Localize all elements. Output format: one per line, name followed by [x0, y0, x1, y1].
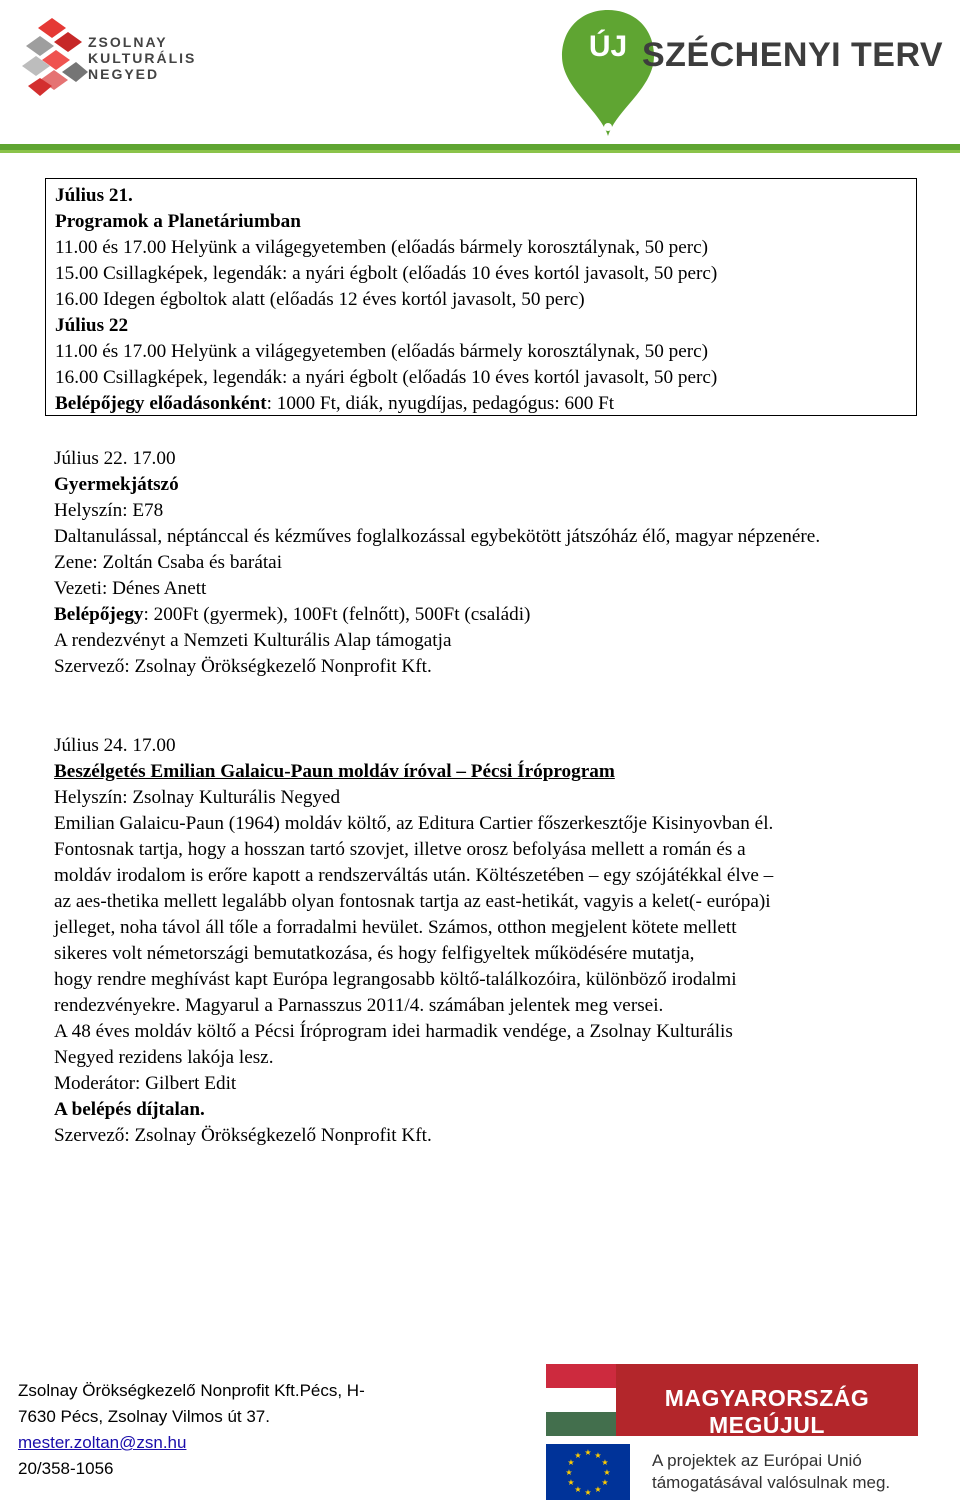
- svg-text:★: ★: [565, 1468, 573, 1477]
- event-galaicu-paun: [54, 733, 914, 1149]
- svg-text:★: ★: [567, 1478, 575, 1487]
- footer-address-line1: Zsolnay Örökségkezelő Nonprofit Kft.Pécs, H-: [18, 1381, 365, 1400]
- footer-address-line2: 7630 Pécs, Zsolnay Vilmos út 37.: [18, 1407, 270, 1426]
- planetarium-date2: Július 22: [55, 315, 129, 336]
- szechenyi-pin-text: ÚJ: [588, 30, 628, 63]
- event2-moderator: Moderátor: Gilbert Edit: [54, 1073, 237, 1094]
- event1-music: Zene: Zoltán Csaba és barátai: [54, 552, 283, 573]
- eu-support-line2: támogatásával valósulnak meg.: [652, 1473, 891, 1492]
- event1-description: Daltanulással, néptánccal és kézműves foglalkozással egybekötött játszóház élő, magyar népzenére.: [54, 526, 821, 547]
- event1-ticket-value: : 200Ft (gyermek), 100Ft (felnőtt), 500Ft (családi): [143, 604, 531, 625]
- event1-location: Helyszín: E78: [54, 500, 164, 521]
- szechenyi-title: SZÉCHENYI TERV: [642, 36, 944, 74]
- event1-title: Gyermekjátszó: [54, 474, 179, 495]
- eu-support-line1: A projektek az Európai Unió: [652, 1451, 862, 1470]
- event2-text-line: az aes-thetika mellett legalább olyan fontosnak tartja az east-hetikát, vagyis a kelet(- európa)i: [54, 891, 771, 912]
- footer-contact: [18, 1378, 365, 1482]
- eu-flag-icon: [546, 1444, 630, 1500]
- event2-text-line: rendezvényekre. Magyarul a Parnasszus 2011/4. számában jelentek meg versei.: [54, 995, 664, 1016]
- event2-organizer: Szervező: Zsolnay Örökségkezelő Nonprofit Kft.: [54, 1125, 432, 1146]
- svg-text:★: ★: [584, 1448, 592, 1457]
- svg-text:★: ★: [601, 1478, 609, 1487]
- planetarium-item: 16.00 Csillagképek, legendák: a nyári égbolt (előadás 10 éves kortól javasolt, 50 perc): [55, 367, 718, 388]
- planetarium-title: Programok a Planetáriumban: [55, 211, 301, 232]
- page-header: [0, 0, 960, 160]
- event1-organizer: Szervező: Zsolnay Örökségkezelő Nonprofit Kft.: [54, 656, 432, 677]
- event2-text-line: Negyed rezidens lakója lesz.: [54, 1047, 274, 1068]
- event1-date: Július 22. 17.00: [54, 448, 176, 469]
- footer-phone: 20/358-1056: [18, 1459, 114, 1478]
- event2-text-line: sikeres volt németországi bemutatkozása, és hogy felfigyeltek működésére mutatja,: [54, 943, 695, 964]
- svg-text:★: ★: [574, 1451, 582, 1460]
- zsolnay-logo-line1: ZSOLNAY: [88, 34, 168, 50]
- event1-ticket: [54, 602, 914, 628]
- planetarium-program-box: [45, 178, 917, 416]
- event1-support: A rendezvényt a Nemzeti Kulturális Alap támogatja: [54, 630, 452, 651]
- svg-text:★: ★: [603, 1468, 611, 1477]
- event2-free-entry: A belépés díjtalan.: [54, 1099, 205, 1120]
- event2-text-line: hogy rendre meghívást kapt Európa legrangosabb költő-találkozóira, különböző irodalmi: [54, 969, 737, 990]
- svg-text:★: ★: [594, 1485, 602, 1494]
- hungarian-flag-icon: [546, 1364, 616, 1436]
- event2-text-line: Emilian Galaicu-Paun (1964) moldáv költő, az Editura Cartier főszerkesztője Kisinyovban él.: [54, 813, 774, 834]
- planetarium-ticket: [55, 391, 916, 417]
- event2-text-line: jelleget, noha távol áll tőle a forradalmi hevület. Számos, otthon megjelent kötete mellett: [54, 917, 737, 938]
- event2-text-line: moldáv irodalom is erőre kapott a rendszerváltás után. Költészetében – egy szójátékkal élve –: [54, 865, 774, 886]
- svg-text:★: ★: [574, 1485, 582, 1494]
- event1-leader: Vezeti: Dénes Anett: [54, 578, 207, 599]
- svg-text:★: ★: [584, 1488, 592, 1497]
- magyarorszag-megujul-text: MAGYARORSZÁG MEGÚJUL: [664, 1385, 870, 1438]
- planetarium-item: 16.00 Idegen égboltok alatt (előadás 12 éves kortól javasolt, 50 perc): [55, 289, 585, 310]
- zsolnay-logo-text: [88, 34, 196, 82]
- planetarium-item: 15.00 Csillagképek, legendák: a nyári égbolt (előadás 10 éves kortól javasolt, 50 perc): [55, 263, 718, 284]
- event1-ticket-label: Belépőjegy: [54, 604, 144, 625]
- planetarium-ticket-label: Belépőjegy előadásonként: [55, 393, 267, 414]
- event2-location: Helyszín: Zsolnay Kulturális Negyed: [54, 787, 341, 808]
- event-gyermekjatszo: [54, 446, 914, 680]
- planetarium-item: 11.00 és 17.00 Helyünk a világegyetemben (előadás bármely korosztálynak, 50 perc): [55, 341, 709, 362]
- event2-text-line: A 48 éves moldáv költő a Pécsi Íróprogram idei harmadik vendége, a Zsolnay Kulturális: [54, 1021, 733, 1042]
- svg-text:★: ★: [594, 1451, 602, 1460]
- event2-title: Beszélgetés Emilian Galaicu-Paun moldáv íróval – Pécsi Íróprogram: [54, 761, 615, 782]
- svg-text:★: ★: [601, 1458, 609, 1467]
- event2-text-line: Fontosnak tartja, hogy a hosszan tartó szovjet, illetve orosz befolyása mellett a román és a: [54, 839, 746, 860]
- header-divider: [0, 141, 960, 155]
- zsolnay-logo-line2: KULTURÁLIS: [88, 50, 197, 66]
- zsolnay-logo-line3: NEGYED: [88, 66, 160, 82]
- planetarium-item: 11.00 és 17.00 Helyünk a világegyetemben (előadás bármely korosztálynak, 50 perc): [55, 237, 709, 258]
- eu-support-text: [652, 1450, 890, 1494]
- footer-email-link[interactable]: mester.zoltan@zsn.hu: [18, 1433, 187, 1452]
- planetarium-ticket-value: : 1000 Ft, diák, nyugdíjas, pedagógus: 600 Ft: [266, 393, 615, 414]
- event2-date: Július 24. 17.00: [54, 735, 176, 756]
- svg-text:★: ★: [567, 1458, 575, 1467]
- planetarium-date: Július 21.: [55, 185, 133, 206]
